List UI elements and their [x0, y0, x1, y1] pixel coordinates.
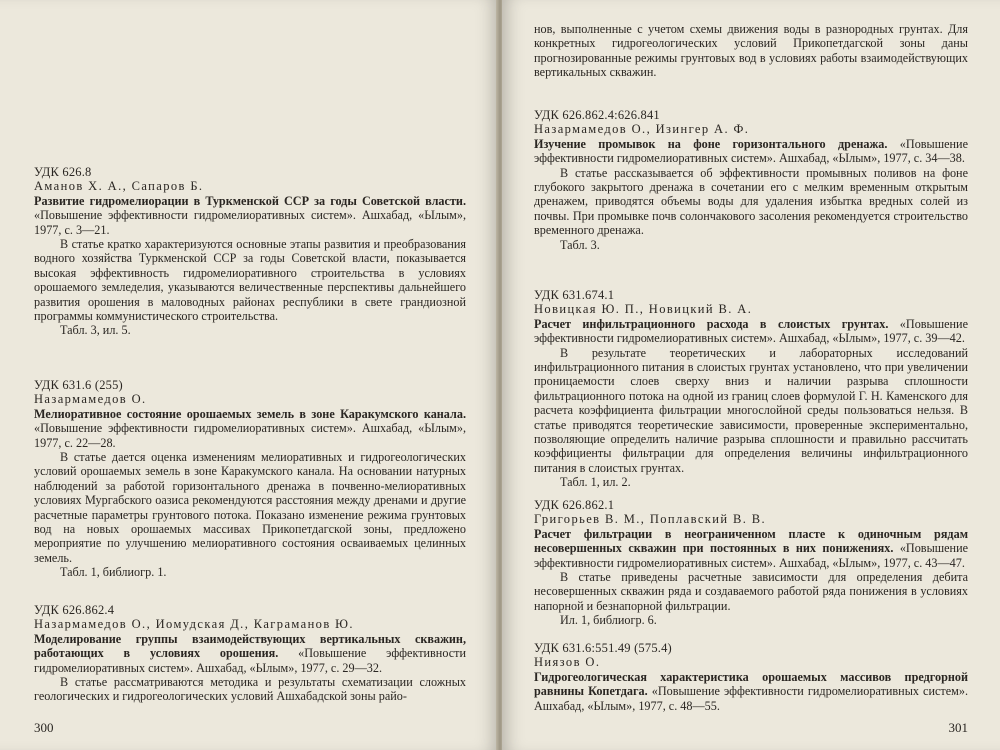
article-title: Развитие гидромелиорации в Туркменской ССР за годы Советской власти.	[34, 193, 466, 208]
abstract-text: В статье дается оценка изменениям мелиоративных и гидрогеологических условий орошаемых земель в зоне Каракумского канала. На основании натурных наблюдений за работой горизонтального дренажа в почвенно-мелиоративных условиях Мургабского оазиса рекомендуются расстояния между дренами и другие расчетные параметры грунтового потока. Показано изменение режима грунтовых вод на новых орошаемых массивах Прикопетдагской зоны, предложено мероприятие по улучшению мелиоративного состояния осваиваемых целинных земель.	[34, 450, 466, 565]
source: «Повышение эффективности гидромелиоративных систем». Ашхабад, «Ылым», 1977, с. 48—55.	[534, 684, 968, 713]
citation	[34, 407, 466, 450]
note: Табл. 1, ил. 2.	[560, 475, 631, 490]
article-title: Изучение промывок на фоне горизонтального дренажа.	[534, 136, 888, 151]
note: Табл. 3, ил. 5.	[60, 323, 131, 338]
source: «Повышение эффективности гидромелиоративных систем». Ашхабад, «Ылым», 1977, с. 43—47.	[534, 541, 968, 570]
citation	[34, 632, 466, 675]
continuation-text: нов, выполненные с учетом схемы движения воды в разнородных грунтах. Для конкретных гидрогеологических условий Прикопетдагской зоны даны прогнозированные режимы грунтовых вод в условиях работы взаимодействующих вертикальных скважин.	[534, 22, 968, 80]
abstract-text: В статье приведены расчетные зависимости для определения дебита несовершенных скважин ряда и создаваемого работой ряда понижения в условиях напорной и безнапорной фильтрации.	[534, 570, 968, 613]
right-page	[502, 0, 1000, 750]
citation	[534, 137, 968, 166]
authors: Аманов Х. А., Сапаров Б.	[34, 179, 204, 194]
udk-code: УДК 626.862.1	[534, 498, 615, 512]
abstract-entry	[34, 378, 466, 580]
citation	[534, 670, 968, 713]
source: «Повышение эффективности гидромелиоративных систем». Ашхабад, «Ылым», 1977, с. 3—21.	[34, 208, 466, 237]
abstract-entry	[534, 288, 968, 490]
abstract-text: В результате теоретических и лабораторных исследований инфильтрационного питания в слоистых грунтах установлено, что при увеличении проницаемости слоев сверху вниз и наличии разрыва сплошности фильтрационного потока на одной из границ слоев формулой Г. Н. Каменского для расчета коэффициента фильтрации многослойной среды пользоваться нельзя. В статье приводятся теоретические зависимости, проверенные экспериментально, позволяющие определить наличие разрыва сплошности и правильно рассчитать коэффициенты фильтрации для определения величины инфильтрационного питания в слоистых грунтах.	[534, 345, 968, 475]
source: «Повышение эффективности гидромелиоративных систем». Ашхабад, «Ылым», 1977, с. 39—42.	[534, 316, 968, 346]
authors: Новицкая Ю. П., Новицкий В. А.	[534, 302, 753, 317]
abstract-continuation	[534, 22, 968, 80]
udk-code: УДК 631.6:551.49 (575.4)	[534, 641, 672, 655]
citation	[34, 194, 466, 237]
abstract-text: В статье рассматриваются методика и результаты схематизации сложных геологических и гидрогеологических условий Ашхабадской зоны райо-	[34, 675, 466, 704]
note: Ил. 1, библиогр. 6.	[560, 613, 657, 628]
note: Табл. 1, библиогр. 1.	[60, 565, 167, 580]
source: «Повышение эффективности гидромелиоративных систем». Ашхабад, «Ылым», 1977, с. 29—32.	[34, 646, 466, 675]
authors: Назармамедов О.	[34, 392, 147, 407]
article-title: Моделирование группы взаимодействующих вертикальных скважин, работающих в условиях орошения.	[34, 631, 466, 661]
note: Табл. 3.	[560, 237, 600, 252]
article-title: Расчет фильтрации в неограниченном пласте к одиночным рядам несовершенных скважин при постоянных в них понижениях.	[534, 526, 968, 556]
article-title: Мелиоративное состояние орошаемых земель в зоне Каракумского канала.	[34, 406, 466, 421]
article-title: Гидрогеологическая характеристика орошаемых массивов предгорной равнины Копетдага.	[534, 669, 968, 699]
abstract-text: В статье рассказывается об эффективности промывных поливов на фоне глубокого закрытого дренажа в сочетании его с мелким временным открытым дренажем, приводятся объемы воды для удаления избытка вредных солей из почвы. При промывке почв солончакового засоления рекомендуется строительство временного дренажа.	[534, 165, 968, 238]
citation	[534, 317, 968, 346]
udk-code: УДК 626.862.4:626.841	[534, 108, 660, 122]
abstract-text: В статье кратко характеризуются основные этапы развития и преобразования водного хозяйства Туркменской ССР за годы Советской власти, показывается высокая эффективность гидромелиоративного строительства в условиях орошаемого земледелия, указываются величественные перспективы дальнейшего развития орошения в маловодных районах республики в свете грандиозной программы коммунистического строительства.	[34, 237, 466, 324]
abstract-entry	[34, 603, 466, 704]
page-number: 301	[948, 720, 968, 735]
source: «Повышение эффективности гидромелиоративных систем». Ашхабад, «Ылым», 1977, с. 34—38.	[534, 136, 968, 166]
udk-code: УДК 626.862.4	[34, 603, 115, 617]
authors: Назармамедов О., Иомудская Д., Каграманов Ю.	[34, 617, 354, 632]
udk-code: УДК 631.674.1	[534, 288, 615, 302]
udk-code: УДК 626.8	[34, 165, 92, 179]
article-title: Расчет инфильтрационного расхода в слоистых грунтах.	[534, 316, 889, 331]
authors: Назармамедов О., Изингер А. Ф.	[534, 122, 750, 137]
authors: Григорьев В. М., Поплавский В. В.	[534, 512, 767, 527]
abstract-entry	[34, 165, 466, 338]
page-number: 300	[34, 720, 54, 735]
abstract-entry	[534, 108, 968, 252]
left-page	[0, 0, 498, 750]
udk-code: УДК 631.6 (255)	[34, 378, 123, 392]
authors: Ниязов О.	[534, 655, 601, 670]
abstract-entry	[534, 498, 968, 628]
abstract-entry	[534, 641, 968, 713]
source: «Повышение эффективности гидромелиоративных систем». Ашхабад, «Ылым», 1977, с. 22—28.	[34, 421, 466, 450]
citation	[534, 527, 968, 570]
